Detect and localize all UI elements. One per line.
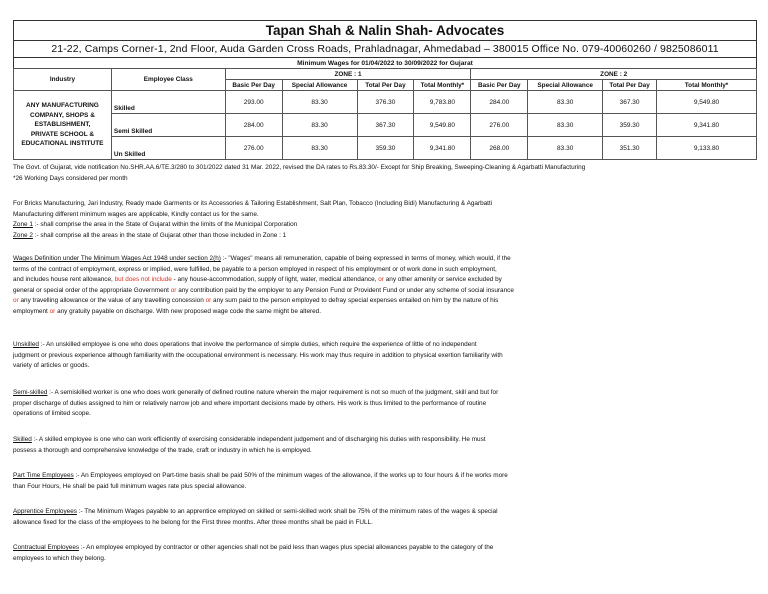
firm-header [13, 20, 757, 69]
wages-text: any other amenity or service excluded by [385, 276, 502, 283]
semi-skilled-line: operations of limited scope. [13, 410, 91, 417]
value-cell: 83.30 [528, 137, 603, 160]
value-cell: 268.00 [471, 137, 528, 160]
wages-text: employment [13, 307, 48, 315]
wages-text: and includes house rent allowance, [13, 276, 113, 283]
industry-line: COMPANY, SHOPS & [30, 111, 95, 119]
zone2-text: :- shall comprise all the areas in the state of Gujarat other than those included in Zone : 1 [34, 231, 287, 239]
part-time-line: than Four Hours, He shall be paid full minimum wages rate plus special allowance. [13, 482, 247, 490]
class-cell: Semi Skilled [111, 114, 225, 137]
wages-highlight: or [170, 286, 177, 294]
industry-line: EDUCATIONAL INSTITUTE [21, 140, 104, 148]
sub-header: Total Per Day [357, 80, 414, 91]
skilled-line: possess a thorough and comprehensive knowledge of the trade, craft or industry in which he is employed. [13, 446, 312, 454]
skilled-definition [13, 435, 758, 456]
sub-header: Basic Per Day [471, 80, 528, 91]
apprentice-line [13, 507, 758, 518]
wages-text: any gratuity payable on discharge. With new proposed wage code the same might be altered. [57, 307, 322, 315]
sub-header: Total Monthly* [414, 80, 471, 91]
wages-text: any travelling allowance or the value of any travelling concession [20, 297, 204, 304]
sub-header: Special Allowance [282, 80, 357, 91]
value-cell: 9,549.80 [414, 114, 471, 137]
class-cell: Un Skilled [111, 137, 225, 160]
table-row [14, 114, 757, 137]
part-time-text: :- An Employees employed on Part-time basis shall be paid 50% of the minimum wages of the allowance, if the works up to four hours & if he works more [75, 472, 508, 479]
wages-line [13, 275, 758, 286]
value-cell: 83.30 [528, 91, 603, 114]
wages-line [13, 307, 758, 318]
sub-header: Special Allowance [528, 80, 603, 91]
sub-header: Basic Per Day [225, 80, 282, 91]
contractual-definition [13, 543, 758, 564]
bricks-note-line: For Bricks Manufacturing, Jari Industry, Ready made Garments or its Accessories & Tailoring Establishment, Salt Plan, Tobacco (Including Bidi) Manufacturing & Agarbatti [13, 200, 493, 207]
wages-highlight: but does not include [114, 276, 172, 283]
industry-line: PRIVATE SCHOOL & [30, 130, 95, 138]
zone1-definition [13, 220, 758, 231]
unskilled-line: variety of articles or goods. [13, 362, 90, 369]
part-time-line [13, 471, 758, 482]
zones-section [13, 199, 758, 241]
value-cell: 284.00 [471, 91, 528, 114]
wages-text: general or special order of the appropriate Government [13, 286, 169, 294]
unskilled-definition [13, 340, 758, 372]
zone1-header: ZONE : 1 [225, 69, 471, 80]
part-time-definition [13, 471, 758, 492]
class-cell: Skilled [111, 91, 225, 114]
unskilled-title: Unskilled [13, 341, 39, 348]
value-cell: 293.00 [225, 91, 282, 114]
unskilled-line: judgment or previous experience although familiarity with the occupational environment is necessary. His work may thus require in addition to physical exertion familiarity with [13, 351, 503, 359]
apprentice-title: Apprentice Employees [13, 508, 77, 515]
wages-text: - any house-accommodation, supply of light, water, medical attendance, [173, 276, 377, 283]
value-cell: 83.30 [282, 137, 357, 160]
wages-line: terms of the contract of employment, express or implied, were fulfilled, be payable to a person employed in respect of his employment or of work done in such employment, [13, 265, 497, 273]
wages-highlight: or [13, 297, 19, 304]
wages-highlight: or [205, 297, 212, 304]
employee-class-header: Employee Class [111, 69, 225, 91]
value-cell: 367.30 [357, 114, 414, 137]
value-cell: 359.30 [357, 137, 414, 160]
apprentice-line: allowance fixed for the class of the employees to he belong for the First three months. After three months shall be paid in FULL. [13, 518, 373, 526]
industry-line: ANY MANUFACTURING [26, 102, 99, 110]
semi-skilled-line: proper discharge of duties assigned to him or relatively narrow job and where important decisions made by others. His work is thus limited to the performance of routine [13, 399, 487, 407]
value-cell: 376.30 [357, 91, 414, 114]
value-cell: 83.30 [282, 114, 357, 137]
industry-cell [14, 91, 112, 160]
contractual-text: :- An employee employed by contractor or other agencies shall not be paid less than wages plus special allowances payable to the category of the [80, 544, 494, 551]
wages-text: :- "Wages" means all remuneration, capable of being expressed in terms of money, which would, if the [222, 255, 511, 262]
sub-header: Total Per Day [603, 80, 657, 91]
value-cell: 9,133.80 [657, 137, 757, 160]
apprentice-definition [13, 507, 758, 528]
wages-text: any contribution paid by the employer to any Pension Fund or Provident Fund or under any scheme of social insurance [178, 286, 514, 294]
value-cell: 276.00 [471, 114, 528, 137]
firm-name: Tapan Shah & Nalin Shah- Advocates [14, 21, 757, 41]
value-cell: 284.00 [225, 114, 282, 137]
value-cell: 83.30 [528, 114, 603, 137]
wages-line [13, 296, 758, 307]
wages-text: any sum paid to the person employed to defray special expenses entailed on him by the nature of his [213, 297, 499, 304]
contractual-line [13, 543, 758, 554]
skilled-title: Skilled [13, 436, 32, 443]
semi-skilled-definition [13, 388, 758, 420]
semi-skilled-title: Semi-skilled [13, 389, 48, 396]
value-cell: 9,783.80 [414, 91, 471, 114]
zone2-definition [13, 231, 758, 242]
zone1-text: :- shall comprise the area in the State of Gujarat within the limits of the Municipal Corporation [34, 221, 298, 228]
zone2-label: Zone 2 [13, 231, 33, 239]
bricks-note-line: Manufacturing different minimum wages are applicable, Kindly contact us for the same. [13, 210, 259, 218]
wages-definition [13, 254, 758, 317]
value-cell: 351.30 [603, 137, 657, 160]
contractual-title: Contractual Employees [13, 544, 80, 551]
unskilled-text: :- An unskilled employee is one who does operations that involve the performance of simple duties, which require the experience of little of no independent [40, 341, 477, 348]
semi-skilled-text: :- A semiskilled worker is one who does work generally of defined routine nature wherein the major requirement is not so much of the judgment, skill and but for [49, 389, 499, 396]
minimum-wages-table [13, 68, 757, 160]
wages-highlight: or [378, 276, 384, 283]
wages-line [13, 286, 758, 297]
wages-line [13, 254, 758, 265]
industry-line: ESTABLISHMENT, [34, 121, 91, 129]
apprentice-text: :- The Minimum Wages payable to an apprentice employed on skilled or semi-skilled work shall be 75% of the minimum rates of the wages & special [78, 508, 498, 515]
skilled-text: :- A skilled employee is one who can work efficiently of exercising considerable independent judgement and of discharging his duties with responsibility. He must [33, 436, 486, 443]
value-cell: 9,341.80 [657, 114, 757, 137]
notification-note [13, 163, 758, 184]
value-cell: 276.00 [225, 137, 282, 160]
contractual-line: employees to which they belong. [13, 554, 106, 562]
wages-highlight: or [49, 307, 56, 315]
value-cell: 359.30 [603, 114, 657, 137]
semi-skilled-line [13, 388, 758, 399]
part-time-title: Part Time Employees [13, 472, 74, 479]
unskilled-line [13, 340, 758, 351]
zone2-header: ZONE : 2 [471, 69, 757, 80]
working-days-note: *26 Working Days considered per month [13, 174, 128, 182]
wages-title: Wages Definition under The Minimum Wages Act 1948 under section 2(h) [13, 255, 221, 262]
firm-address: 21-22, Camps Corner-1, 2nd Floor, Auda Garden Cross Roads, Prahladnagar, Ahmedabad – 380015 Office No. 079-40060260 / 9825086011 [14, 41, 757, 58]
wages-period-title: Minimum Wages for 01/04/2022 to 30/09/2022 for Gujarat [14, 58, 757, 69]
table-row [14, 91, 757, 114]
value-cell: 9,549.80 [657, 91, 757, 114]
notification-text: The Govt. of Gujarat, vide notification No.SHR.AA.6/TE.3/280 to 301/2022 dated 31 Mar. 2022, revised the DA rates to Rs.83.30/- Except for Ship Breaking, Sweeping-Cleaning & Agarbatti Manufacturing [13, 164, 586, 171]
sub-header: Total Monthly* [657, 80, 757, 91]
value-cell: 9,341.80 [414, 137, 471, 160]
table-row [14, 137, 757, 160]
zone1-label: Zone 1 [13, 221, 33, 228]
industry-header: Industry [14, 69, 112, 91]
value-cell: 83.30 [282, 91, 357, 114]
value-cell: 367.30 [603, 91, 657, 114]
skilled-line [13, 435, 758, 446]
